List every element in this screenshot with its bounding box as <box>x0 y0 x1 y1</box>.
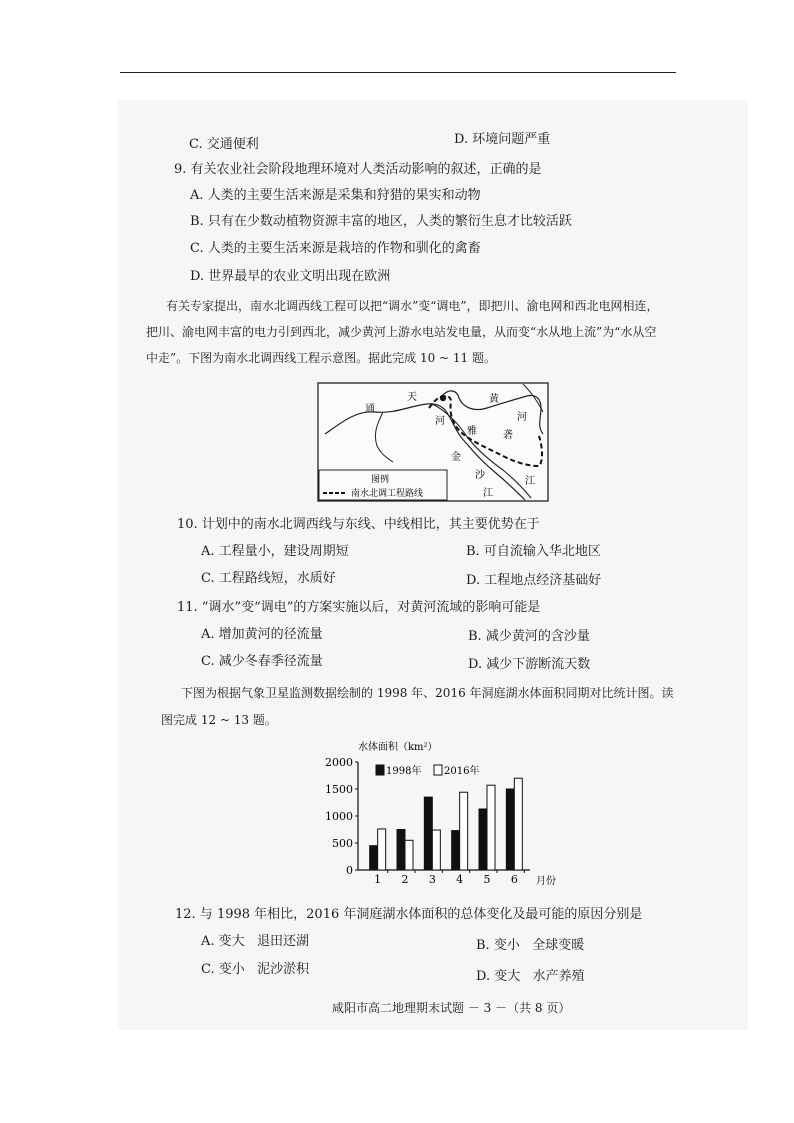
q9-option-a[interactable]: A. 人类的主要生活来源是采集和狩猎的果实和动物 <box>190 188 481 203</box>
bar-2016年-month-3 <box>432 830 440 870</box>
bar-1998年-month-5 <box>479 809 487 870</box>
x-tick-label: 2 <box>401 873 409 886</box>
passage2-line2: 图完成 12 ~ 13 题。 <box>161 713 277 727</box>
map-label-ya: 雅 <box>467 426 477 437</box>
chart-legend <box>376 764 479 777</box>
bar-2016年-month-1 <box>378 829 386 870</box>
x-tick-label: 1 <box>374 873 382 886</box>
bar-1998年-month-4 <box>452 831 460 870</box>
q9-option-d[interactable]: D. 世界最早的农业文明出现在欧洲 <box>190 269 391 284</box>
map-label-jin: 金 <box>451 452 461 463</box>
passage1-line2: 把川、渝电网丰富的电力引到西北，减少黄河上游水电站发电量，从而变“水从地上流”为“水从空 <box>146 325 657 339</box>
q9-option-b[interactable]: B. 只有在少数动植物资源丰富的地区，人类的繁衍生息才比较活跃 <box>190 214 572 229</box>
bar-1998年-month-2 <box>397 830 405 871</box>
q11-option-c[interactable]: C. 减少冬春季径流量 <box>201 654 323 669</box>
legend-swatch-1998年 <box>376 765 384 775</box>
q11-option-a[interactable]: A. 增加黄河的径流量 <box>201 627 323 642</box>
bar-2016年-month-5 <box>487 785 495 870</box>
x-tick-label: 5 <box>483 873 491 886</box>
x-tick-label: 4 <box>456 873 464 886</box>
bar-2016年-month-4 <box>460 792 468 870</box>
legend-label-2016年: 2016年 <box>444 766 480 777</box>
y-tick-label: 2000 <box>325 756 353 769</box>
bar-2016年-month-2 <box>405 840 413 870</box>
map-label-huang: 黄 <box>489 394 499 405</box>
q12-option-c[interactable]: C. 变小 泥沙淤积 <box>201 962 310 977</box>
dongting-lake-chart <box>318 738 558 888</box>
passage1-line3: 中走”。下图为南水北调西线工程示意图。据此完成 10 ~ 11 题。 <box>146 351 496 365</box>
q8-option-c[interactable]: C. 交通便利 <box>189 137 259 152</box>
chart-bars <box>370 778 523 870</box>
q10-option-a[interactable]: A. 工程量小，建设周期短 <box>201 544 349 559</box>
scan-background <box>118 100 748 1030</box>
x-tick-label: 3 <box>428 873 436 886</box>
q10-option-d[interactable]: D. 工程地点经济基础好 <box>466 573 602 588</box>
q10-option-c[interactable]: C. 工程路线短，水质好 <box>201 571 336 586</box>
q12-option-a[interactable]: A. 变大 退田还湖 <box>201 934 310 949</box>
q11-option-b[interactable]: B. 减少黄河的含沙量 <box>468 629 590 644</box>
map-label-tian: 天 <box>407 392 417 403</box>
q10-stem: 10. 计划中的南水北调西线与东线、中线相比，其主要优势在于 <box>177 517 540 532</box>
q9-stem: 9. 有关农业社会阶段地理环境对人类活动影响的叙述，正确的是 <box>174 162 542 177</box>
water-transfer-map <box>317 382 549 502</box>
q9-option-c[interactable]: C. 人类的主要生活来源是栽培的作物和驯化的禽畜 <box>190 241 481 256</box>
map-legend-text: 南水北调工程路线 <box>351 489 424 499</box>
map-label-sha: 沙 <box>475 470 485 481</box>
q12-option-d[interactable]: D. 变大 水产养殖 <box>476 969 585 984</box>
bar-2016年-month-6 <box>514 778 522 870</box>
y-tick-label: 1500 <box>325 783 353 796</box>
y-tick-label: 0 <box>346 864 353 877</box>
chart-xlabel: 月份 <box>536 876 556 887</box>
y-tick-label: 500 <box>332 837 353 850</box>
map-label-long: 砻 <box>503 430 513 441</box>
x-tick-label: 6 <box>510 873 518 886</box>
q8-option-d[interactable]: D. 环境问题严重 <box>454 132 551 147</box>
map-label-tong: 通 <box>365 404 375 415</box>
map-label-he-right: 河 <box>517 412 527 423</box>
map-label-he-left: 河 <box>435 416 445 427</box>
page-footer: 咸阳市高二地理期末试题 － 3 －（共 8 页） <box>332 1001 571 1015</box>
bar-1998年-month-1 <box>370 846 378 870</box>
map-legend-title: 图例 <box>371 475 390 485</box>
bar-1998年-month-6 <box>506 789 514 870</box>
map-label-jiang-right: 江 <box>525 476 535 487</box>
y-tick-label: 1000 <box>325 810 353 823</box>
passage2-line1: 下图为根据气象卫星监测数据绘制的 1998 年、2016 年洞庭湖水体面积同期对比统计图。读 <box>181 686 674 700</box>
route-start-point <box>440 395 446 401</box>
chart-title: 水体面积（km²） <box>358 742 438 753</box>
q10-option-b[interactable]: B. 可自流输入华北地区 <box>466 544 601 559</box>
q11-option-d[interactable]: D. 减少下游断流天数 <box>468 657 591 672</box>
q11-stem: 11. “调水”变“调电”的方案实施以后，对黄河流域的影响可能是 <box>177 600 541 615</box>
passage1-line1: 有关专家提出，南水北调西线工程可以把“调水”变“调电”，即把川、渝电网和西北电网相连， <box>166 299 659 313</box>
map-label-jiang-bottom: 江 <box>483 488 493 499</box>
bar-1998年-month-3 <box>424 797 432 870</box>
q12-option-b[interactable]: B. 变小 全球变暖 <box>476 938 585 953</box>
q12-stem: 12. 与 1998 年相比，2016 年洞庭湖水体面积的总体变化及最可能的原因分别是 <box>175 907 643 922</box>
header-rule <box>120 72 676 73</box>
legend-label-1998年: 1998年 <box>386 766 422 777</box>
legend-swatch-2016年 <box>434 765 442 775</box>
